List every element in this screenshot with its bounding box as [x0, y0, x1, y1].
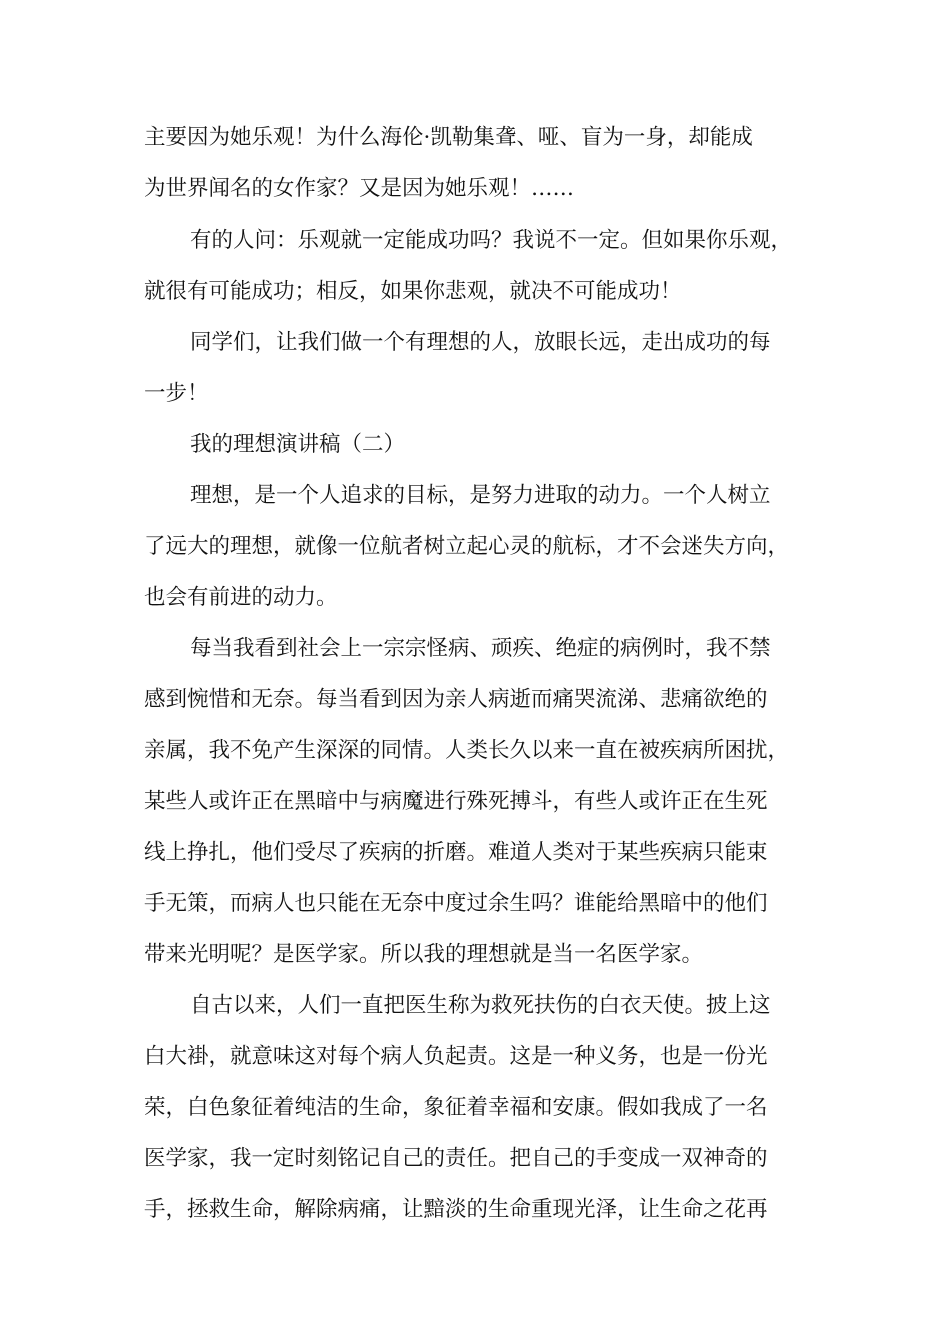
paragraph-start-line: 理想，是一个人追求的目标，是努力进取的动力。一个人树立 — [190, 483, 771, 508]
section-heading: 我的理想演讲稿（二） — [190, 432, 406, 457]
text-line: 感到惋惜和无奈。每当看到因为亲人病逝而痛哭流涕、悲痛欲绝的 — [144, 687, 768, 712]
text-line: 亲属，我不免产生深深的同情。人类长久以来一直在被疾病所困扰， — [144, 738, 790, 763]
text-line: 荣，白色象征着纯洁的生命，象征着幸福和安康。假如我成了一名 — [144, 1095, 768, 1120]
text-line: 线上挣扎，他们受尽了疾病的折磨。难道人类对于某些疾病只能束 — [144, 840, 768, 865]
text-line: 主要因为她乐观！为什么海伦·凯勒集聋、哑、盲为一身，却能成 — [144, 125, 753, 150]
text-line: 也会有前进的动力。 — [144, 585, 338, 610]
paragraph-start-line: 每当我看到社会上一宗宗怪病、顽疾、绝症的病例时，我不禁 — [190, 636, 771, 661]
text-line: 医学家，我一定时刻铭记自己的责任。把自己的手变成一双神奇的 — [144, 1146, 768, 1171]
paragraph-start-line: 自古以来，人们一直把医生称为救死扶伤的白衣天使。披上这 — [190, 993, 771, 1018]
paragraph-start-line: 有的人问：乐观就一定能成功吗？我说不一定。但如果你乐观， — [190, 228, 793, 253]
text-line: 手，拯救生命，解除病痛，让黯淡的生命重现光泽，让生命之花再 — [144, 1197, 768, 1222]
text-line: 白大褂，就意味这对每个病人负起责。这是一种义务，也是一份光 — [144, 1044, 768, 1069]
text-line: 就很有可能成功；相反，如果你悲观，就决不可能成功！ — [144, 279, 682, 304]
text-line: 某些人或许正在黑暗中与病魔进行殊死搏斗，有些人或许正在生死 — [144, 789, 768, 814]
text-line: 一步！ — [144, 381, 209, 406]
text-line: 为世界闻名的女作家？又是因为她乐观！…… — [144, 176, 575, 201]
text-line: 了远大的理想，就像一位航者树立起心灵的航标，才不会迷失方向， — [144, 534, 790, 559]
text-line: 带来光明呢？是医学家。所以我的理想就是当一名医学家。 — [144, 942, 704, 967]
paragraph-start-line: 同学们，让我们做一个有理想的人，放眼长远，走出成功的每 — [190, 330, 771, 355]
text-line: 手无策，而病人也只能在无奈中度过余生吗？谁能给黑暗中的他们 — [144, 891, 768, 916]
